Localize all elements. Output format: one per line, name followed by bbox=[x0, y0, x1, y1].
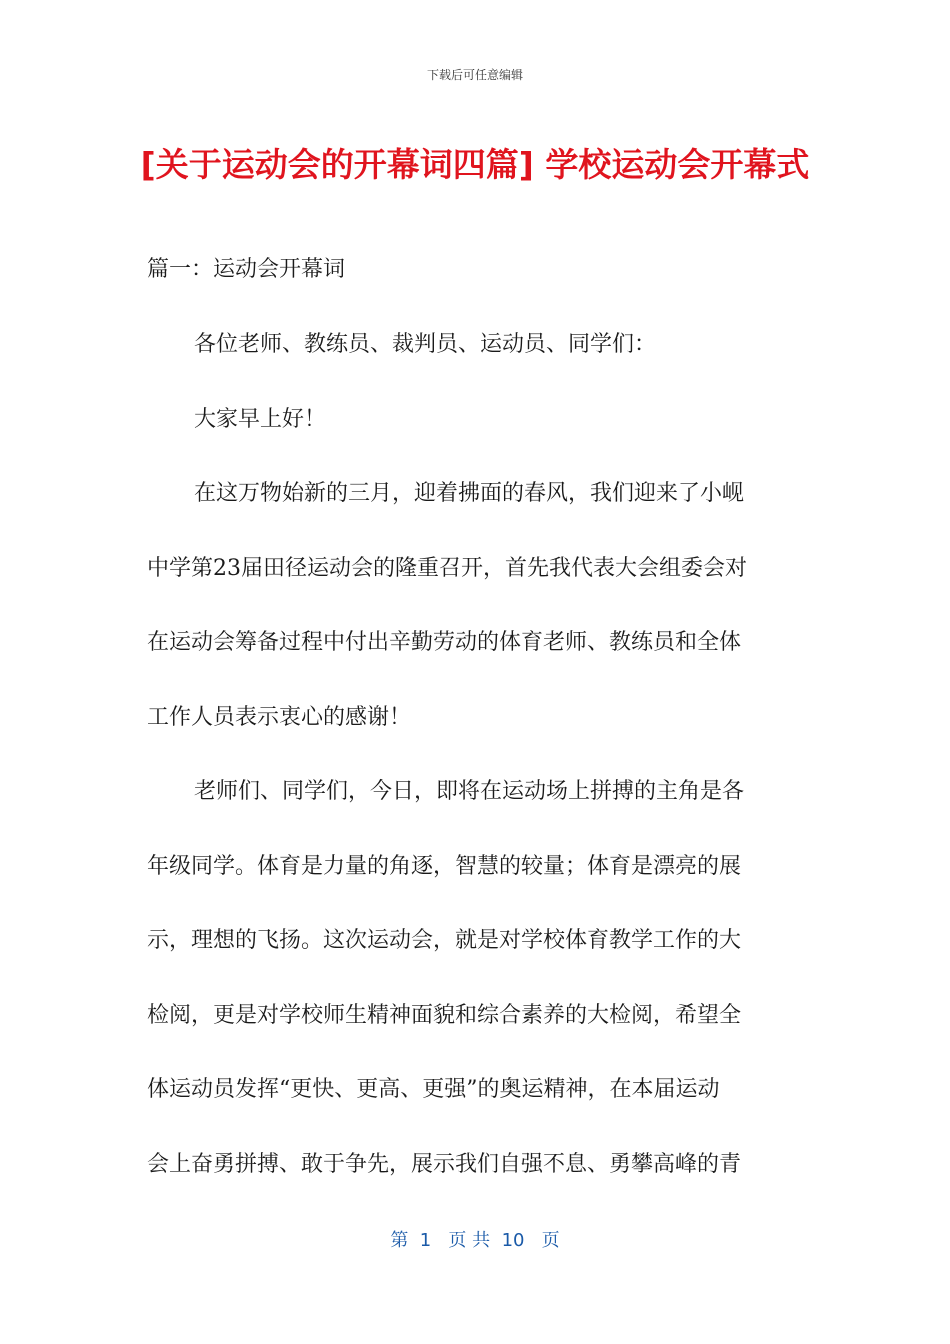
page-footer: 第 1 页 共 10 页 bbox=[390, 1230, 560, 1251]
paragraph-line: 工作人员表示衷心的感谢！ bbox=[147, 704, 412, 730]
paragraph-line: 老师们、同学们，今日，即将在运动场上拼搏的主角是各 bbox=[194, 779, 745, 804]
document-title: [关于运动会的开幕词四篇] 学校运动会开幕式 bbox=[140, 145, 810, 184]
document-body bbox=[147, 330, 802, 1224]
paragraph-line: 中学第23届田径运动会的隆重召开，首先我代表大会组委会对 bbox=[147, 555, 747, 581]
paragraph-line: 体运动员发挥“更快、更高、更强”的奥运精神，在本届运动 bbox=[147, 1077, 720, 1102]
header-note: 下载后可任意编辑 bbox=[426, 68, 523, 82]
paragraph-line: 大家早上好！ bbox=[194, 406, 327, 432]
paragraph-line: 在这万物始新的三月，迎着拂面的春风，我们迎来了小岘 bbox=[194, 481, 745, 506]
paragraph-line: 示，理想的飞扬。这次运动会，就是对学校体育教学工作的大 bbox=[147, 928, 742, 953]
paragraph-line: 在运动会筹备过程中付出辛勤劳动的体育老师、教练员和全体 bbox=[147, 630, 742, 655]
paragraph-line: 检阅，更是对学校师生精神面貌和综合素养的大检阅，希望全 bbox=[147, 1002, 742, 1028]
paragraph-line: 各位老师、教练员、裁判员、运动员、同学们： bbox=[194, 332, 657, 357]
section-heading: 篇一：运动会开幕词 bbox=[147, 257, 346, 282]
paragraph-line: 会上奋勇拼搏、敢于争先，展示我们自强不息、勇攀高峰的青 bbox=[147, 1151, 742, 1177]
paragraph-line: 年级同学。体育是力量的角逐，智慧的较量；体育是漂亮的展 bbox=[147, 853, 742, 879]
